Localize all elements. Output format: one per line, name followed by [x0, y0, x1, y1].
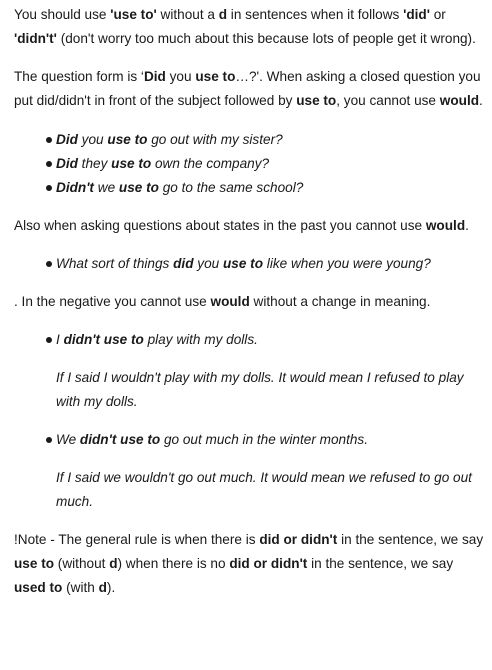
bold-text: use to: [111, 156, 152, 171]
text: like when you were young?: [263, 256, 431, 271]
text: play with my dolls.: [143, 332, 258, 347]
bold-text: used to: [14, 580, 63, 595]
bold-text: 'didn't': [14, 31, 57, 46]
text: we: [93, 180, 119, 195]
text: ).: [106, 580, 116, 595]
text: I: [56, 332, 64, 347]
text: you: [77, 132, 108, 147]
list-item: [14, 128, 484, 152]
bold-text: Didn't: [56, 180, 94, 195]
bold-text: use to: [14, 556, 55, 571]
bold-text: d: [109, 556, 118, 571]
text: The question form is ‘: [14, 69, 144, 84]
bold-text: would: [210, 294, 250, 309]
paragraph-general-rule-note: [14, 528, 484, 600]
example-list-states: [14, 252, 484, 276]
text: What sort of things: [56, 256, 174, 271]
text: ) when there is no: [117, 556, 230, 571]
text: .: [479, 93, 483, 108]
text: in the sentence, we say: [337, 532, 484, 547]
example-explanation: If I said I wouldn't play with my dolls. It would mean I refused to play with my dolls.: [56, 370, 464, 409]
text: go to the same school?: [158, 180, 304, 195]
bold-text: did or didn't: [229, 556, 308, 571]
bold-text: would: [439, 93, 480, 108]
text: in sentences when it follows: [227, 7, 404, 22]
text: (without: [54, 556, 110, 571]
bold-text: 'did': [403, 7, 430, 22]
bold-text: Did: [56, 156, 78, 171]
text: or: [429, 7, 446, 22]
list-item: [14, 152, 484, 176]
paragraph-negative: [14, 290, 484, 314]
text: (with: [62, 580, 99, 595]
example-list-questions: [14, 128, 484, 200]
example-list-negative-2: [14, 428, 484, 452]
text: without a: [156, 7, 219, 22]
bold-text: d: [98, 580, 107, 595]
bold-text: d: [218, 7, 228, 22]
text: go out with my sister?: [147, 132, 283, 147]
text: You should use: [14, 7, 111, 22]
bold-text: use to: [296, 93, 337, 108]
text: own the company?: [151, 156, 270, 171]
text: (don't worry too much about this because lots of people get it wrong).: [56, 31, 476, 46]
text: , you cannot use: [336, 93, 440, 108]
text: …?'. When asking a closed question you put did/didn't in front of the subject followed by: [14, 69, 481, 108]
text: Also when asking questions about states in the past you cannot use: [14, 218, 426, 233]
bold-text: use to: [118, 180, 159, 195]
bold-text: 'use to': [110, 7, 157, 22]
paragraph-question-form: [14, 65, 484, 113]
text: We: [56, 432, 80, 447]
example-sentence: [56, 428, 484, 452]
bold-text: use to: [195, 69, 236, 84]
text: they: [77, 156, 112, 171]
list-item: [14, 252, 484, 276]
list-item: [14, 328, 484, 352]
bold-text: Did: [143, 69, 166, 84]
text: go out much in the winter months.: [160, 432, 368, 447]
paragraph-use-to-without-d: [14, 3, 484, 51]
bold-text: did: [173, 256, 194, 271]
bold-text: didn't use to: [63, 332, 144, 347]
bold-text: didn't use to: [79, 432, 161, 447]
text: !Note - The general rule is when there is: [14, 532, 260, 547]
text: . In the negative you cannot use: [14, 294, 211, 309]
text: in the sentence, we say: [307, 556, 454, 571]
bold-text: use to: [107, 132, 148, 147]
bold-text: did or didn't: [259, 532, 338, 547]
text: without a change in meaning.: [249, 294, 431, 309]
bold-text: would: [425, 218, 466, 233]
text: .: [465, 218, 469, 233]
example-explanation: If I said we wouldn't go out much. It would mean we refused to go out much.: [56, 470, 472, 509]
example-list-negative: [14, 328, 484, 352]
text: you: [193, 256, 223, 271]
bold-text: use to: [222, 256, 264, 271]
text: you: [165, 69, 196, 84]
list-item: [14, 428, 484, 452]
example-sentence: [56, 328, 484, 352]
paragraph-states-in-past: [14, 214, 484, 238]
bold-text: Did: [56, 132, 78, 147]
list-item: [14, 176, 484, 200]
